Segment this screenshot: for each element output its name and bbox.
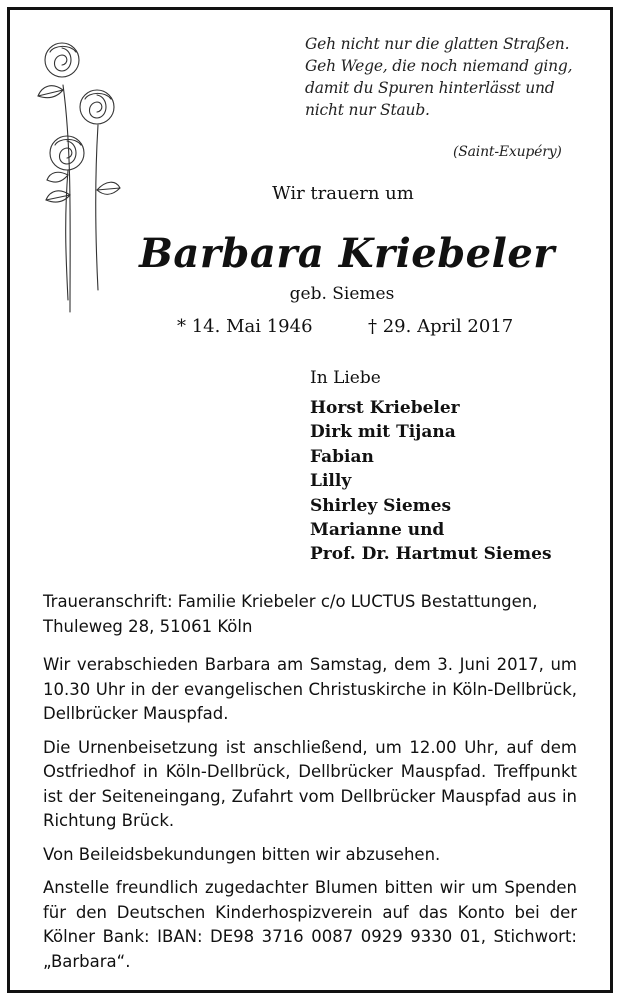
deceased-name: Barbara Kriebeler [139,230,555,277]
birth-date: * 14. Mai 1946 [177,316,313,337]
mourning-intro: Wir trauern um [272,183,414,204]
quote-line: Geh nicht nur die glatten Straßen. [305,35,570,53]
family-member: Lilly [310,471,352,492]
quote-line: damit du Spuren hinterlässt und [305,79,555,97]
farewell-service: Wir verabschieden Barbara am Samstag, dem 3. Juni 2017, um 10.30 Uhr in der evangelischen Christuskirche in Köln-Dellbrück, Dellbrücker Mauspfad. [43,655,577,723]
quote-author: (Saint-Exupéry) [453,144,562,160]
condolence-note: Von Beileidsbekundungen bitten wir abzusehen. [43,844,441,864]
family-intro: In Liebe [310,368,381,388]
quote-block [305,33,590,160]
family-member: Marianne und [310,520,445,541]
family-member: Horst Kriebeler [310,398,460,418]
notice-body [43,590,577,983]
family-member: Shirley Siemes [310,495,452,516]
urn-burial: Die Urnenbeisetzung ist anschließend, um 12.00 Uhr, auf dem Ostfriedhof in Köln-Dellbrück, Dellbrücker Mauspfad. Treffpunkt ist der Seiteneingang, Zufahrt vom Dellbrücker Mauspfad aus in Richtung Brück. [43,737,577,830]
family-member: Prof. Dr. Hartmut Siemes [310,544,552,565]
donation-note: Anstelle freundlich zugedachter Blumen bitten wir um Spenden für den Deutschen Kinderhospizverein auf das Konto bei der Kölner Bank: IBAN: DE98 3716 0087 0929 9330 01, Stichwort: „Barbara“. [43,878,577,971]
death-date: † 29. April 2017 [368,316,514,337]
family-member: Dirk mit Tijana [310,422,456,443]
quote-line: Geh Wege, die noch niemand ging, [305,57,573,75]
born-name: geb. Siemes [289,284,395,304]
mourning-address: Traueranschrift: Familie Kriebeler c/o LUCTUS Bestattungen, Thuleweg 28, 51061 Köln [43,592,538,636]
quote-line: nicht nur Staub. [305,101,430,119]
family-member: Fabian [310,446,374,467]
family-list [310,368,552,567]
